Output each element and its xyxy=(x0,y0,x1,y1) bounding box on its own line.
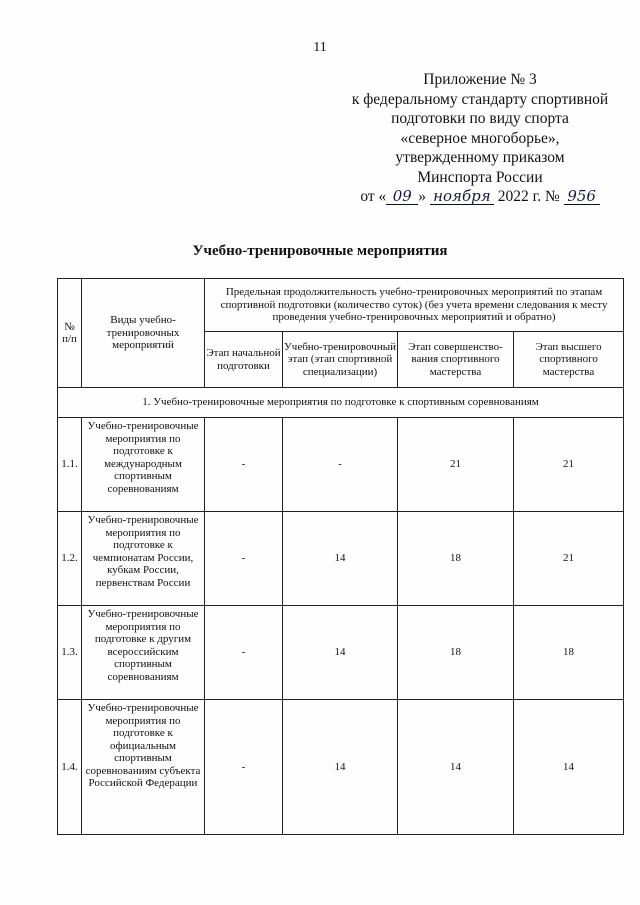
header-kind: Виды учебно-тренировочных мероприятий xyxy=(82,279,205,388)
row-value: 14 xyxy=(283,512,398,606)
order-date-line xyxy=(340,187,620,207)
section-title: 1. Учебно-тренировочные мероприятия по подготовке к спортивным соревнованиям xyxy=(58,388,624,418)
row-value: 14 xyxy=(398,700,514,835)
row-kind: Учебно-тренировочные мероприятия по подготовке к официальным спортивным соревнованиям субъекта Российской Федерации xyxy=(82,700,205,835)
row-num: 1.4. xyxy=(58,700,82,835)
table-row xyxy=(58,606,624,700)
section-row xyxy=(58,388,624,418)
date-prefix: от « xyxy=(360,188,387,205)
header-stage: Этап начальной подготовки xyxy=(205,332,283,388)
table-row xyxy=(58,700,624,835)
row-value: 14 xyxy=(283,700,398,835)
appendix-line: «северное многоборье», xyxy=(400,129,560,147)
header-stage: Этап высшего спортивного мастерства xyxy=(514,332,624,388)
row-kind: Учебно-тренировочные мероприятия по подготовке к международным спортивным соревнованиям xyxy=(82,418,205,512)
row-value: 21 xyxy=(514,512,624,606)
row-num: 1.1. xyxy=(58,418,82,512)
row-value: - xyxy=(205,512,283,606)
appendix-line: утвержденному приказом xyxy=(395,149,565,166)
document-title: Учебно-тренировочные мероприятия xyxy=(192,243,448,259)
handwritten-month: ноября xyxy=(430,188,494,205)
year-text: 2022 г. № xyxy=(497,188,560,205)
table-row xyxy=(58,512,624,606)
table-row xyxy=(58,418,624,512)
row-value: - xyxy=(205,418,283,512)
row-value: 18 xyxy=(398,512,514,606)
page-number: 11 xyxy=(313,40,327,55)
row-kind: Учебно-тренировочные мероприятия по подготовке к другим всероссийским спортивным соревнованиям xyxy=(82,606,205,700)
appendix-line: Минспорта России xyxy=(417,168,543,186)
handwritten-order-number: 956 xyxy=(564,188,600,205)
row-num: 1.3. xyxy=(58,606,82,700)
appendix-line: подготовки по виду спорта xyxy=(391,110,569,127)
training-events-table xyxy=(57,278,624,835)
row-num: 1.2. xyxy=(58,512,82,606)
header-stage: Этап совершенство-вания спортивного мастерства xyxy=(398,332,514,388)
header-row xyxy=(58,279,624,332)
row-kind: Учебно-тренировочные мероприятия по подготовке к чемпионатам России, кубкам России, первенствам России xyxy=(82,512,205,606)
row-value: 14 xyxy=(514,700,624,835)
header-duration: Предельная продолжительность учебно-тренировочных мероприятий по этапам спортивной подготовки (количество суток) (без учета времени следования к месту проведения учебно-тренировочных мероприятий и обратно) xyxy=(205,279,624,332)
row-value: 21 xyxy=(514,418,624,512)
row-value: - xyxy=(205,606,283,700)
header-num: № п/п xyxy=(58,279,82,388)
row-value: - xyxy=(205,700,283,835)
appendix-line: Приложение № 3 xyxy=(423,71,537,88)
handwritten-day: 09 xyxy=(386,188,418,205)
row-value: - xyxy=(283,418,398,512)
date-mid: » xyxy=(418,188,427,205)
appendix-line: к федеральному стандарту спортивной xyxy=(351,90,609,108)
header-stage: Учебно-тренировочный этап (этап спортивной специализации) xyxy=(283,332,398,388)
row-value: 14 xyxy=(283,606,398,700)
row-value: 18 xyxy=(398,606,514,700)
row-value: 21 xyxy=(398,418,514,512)
appendix-header xyxy=(340,70,620,207)
row-value: 18 xyxy=(514,606,624,700)
